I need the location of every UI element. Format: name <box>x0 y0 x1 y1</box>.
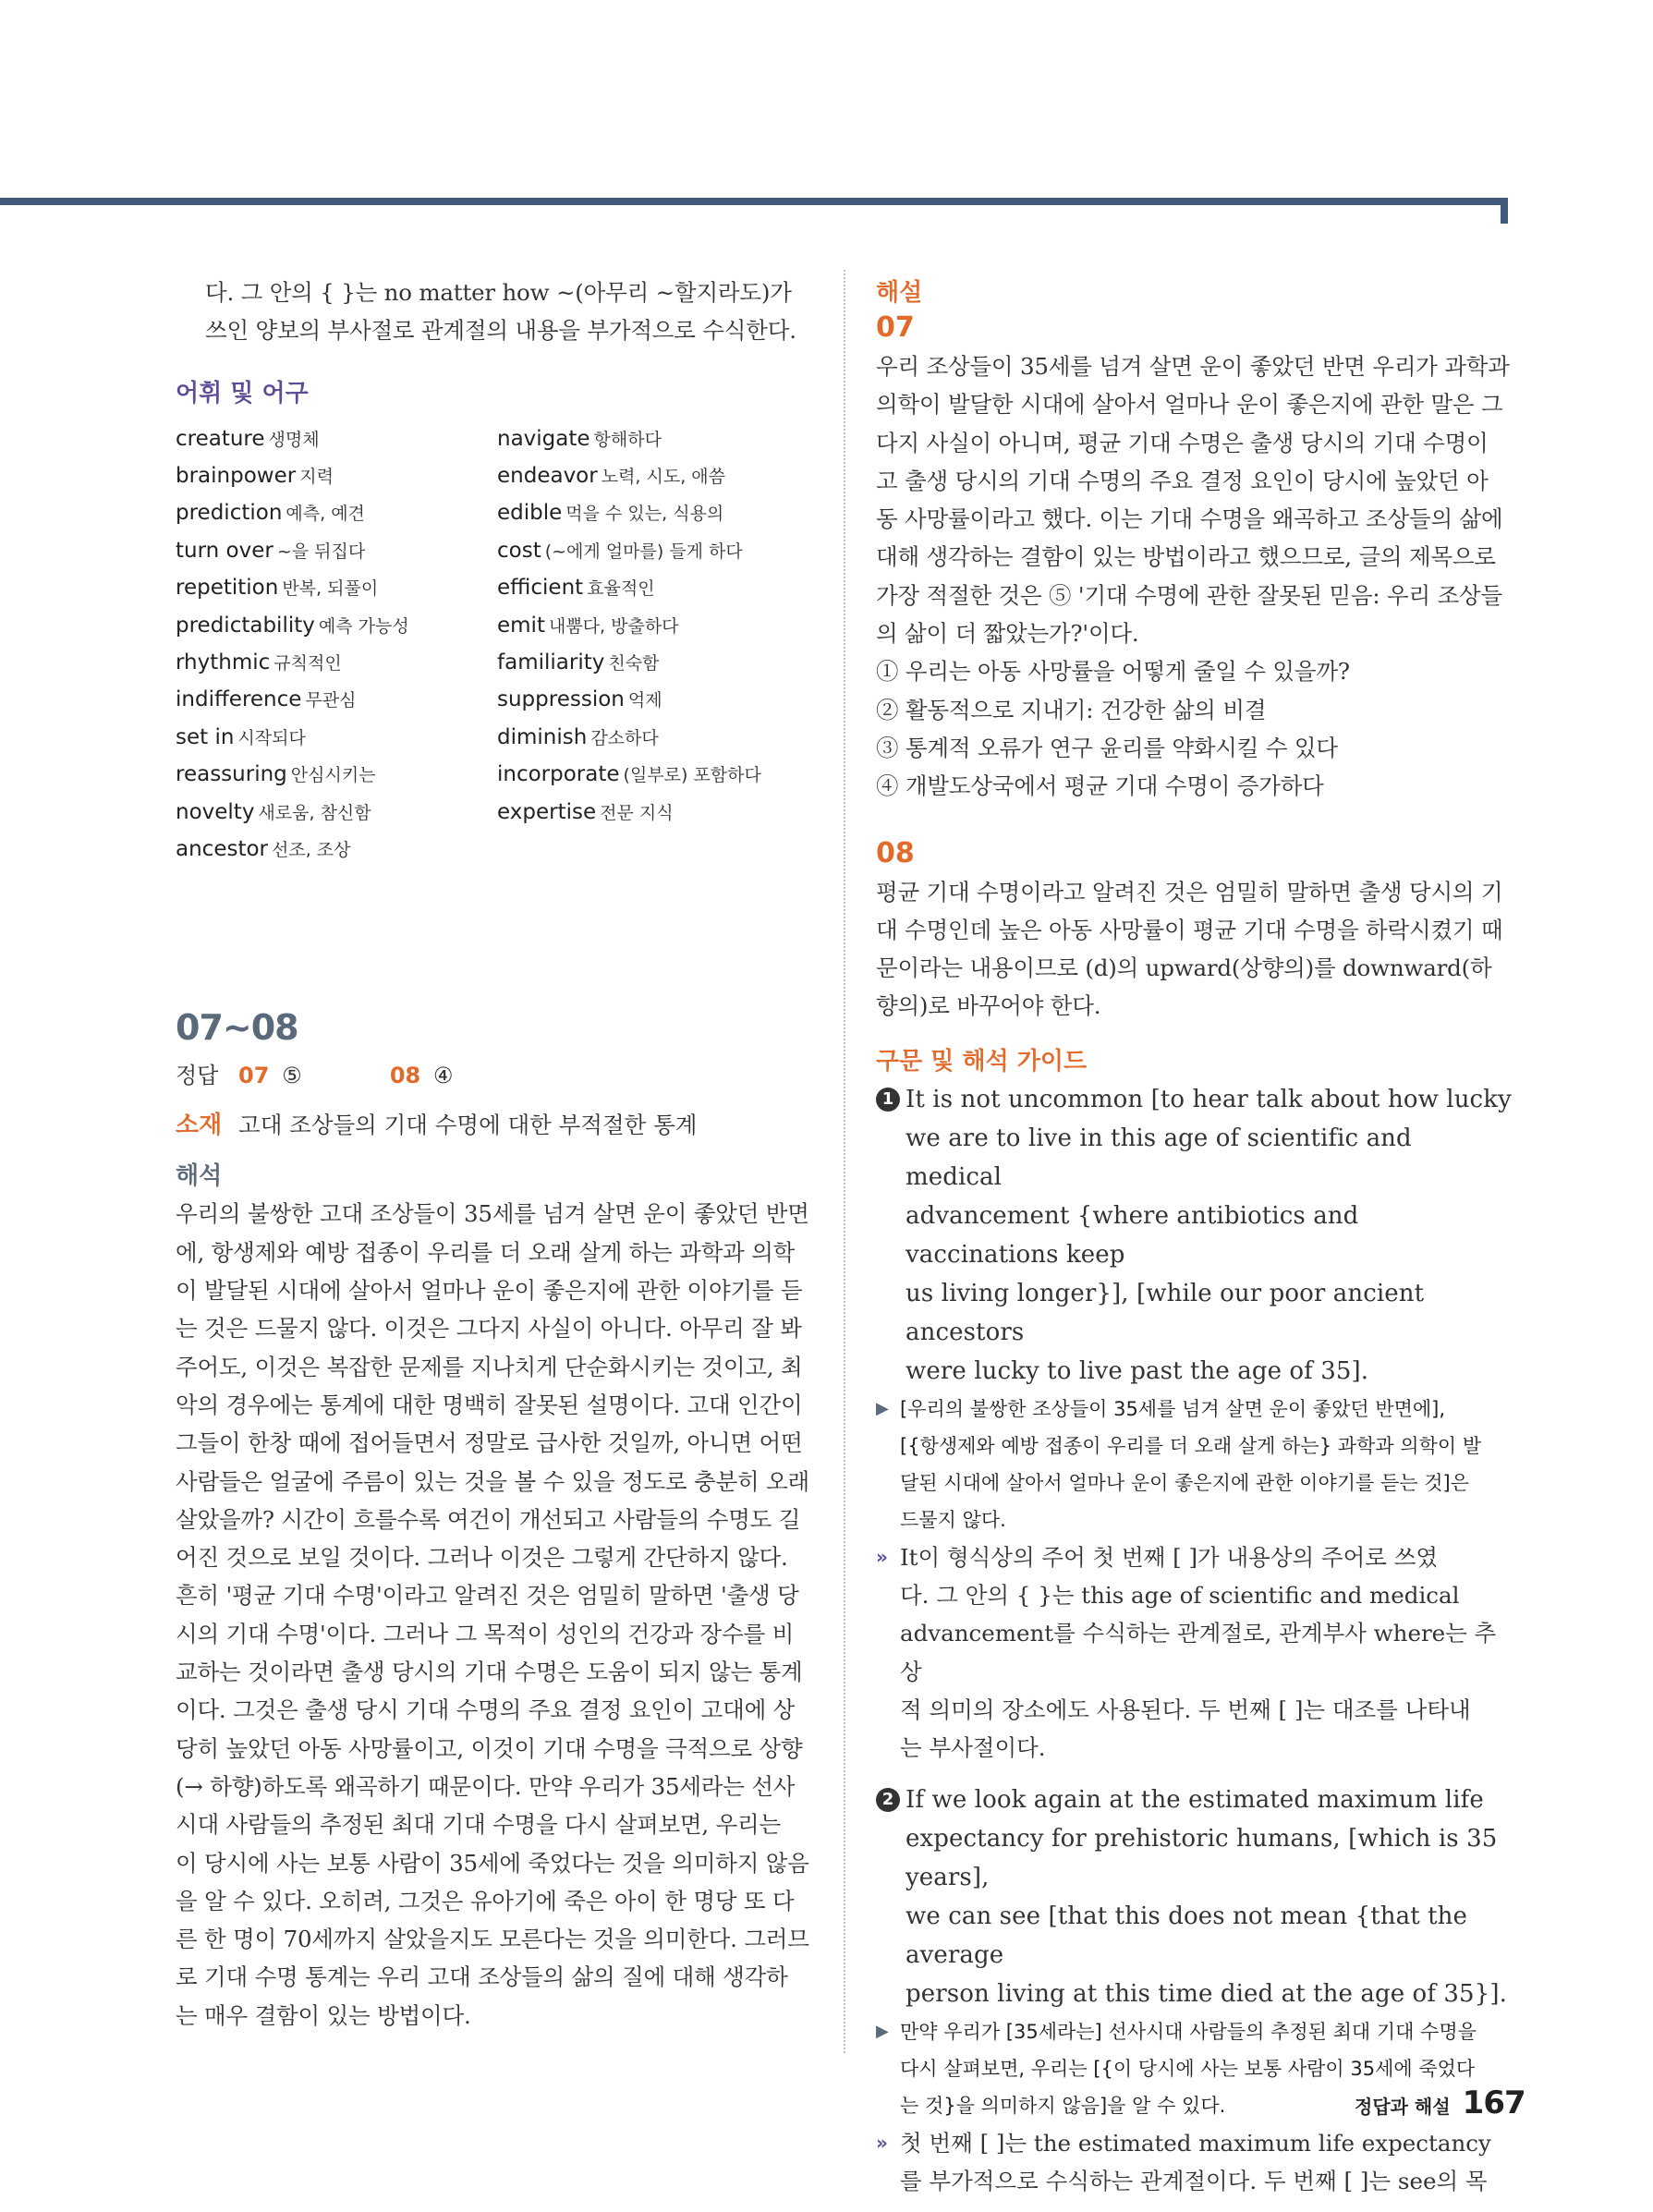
vocab-item <box>497 458 819 495</box>
translation-row <box>876 2013 1513 2050</box>
grammar-note-chevron-icon <box>876 1576 900 1614</box>
english-line: advancement {where antibiotics and vaccinations keep <box>906 1201 1359 1269</box>
vocab-heading: 어휘 및 어구 <box>176 379 309 407</box>
vocab-english: efficient <box>497 576 584 601</box>
translation-line: 는 것은 드물지 않다. 이것은 그다지 사실이 아니다. 아무리 잘 봐 <box>176 1315 802 1343</box>
q08-line: 평균 기대 수명이라고 알려진 것은 엄밀히 말하면 출생 당시의 기 <box>876 878 1503 905</box>
vocab-item <box>497 533 819 570</box>
q07-line: 우리 조상들이 35세를 넘겨 살면 운이 좋았던 반면 우리가 과학과 <box>876 353 1510 380</box>
grammar-note-line: 적 의미의 장소에도 사용된다. 두 번째 [ ]는 대조를 나타내 <box>900 1695 1471 1723</box>
translation-line: 는 매우 결함이 있는 방법이다. <box>176 2001 471 2029</box>
translation-line: 만약 우리가 [35세라는] 선사시대 사람들의 추정된 최대 기대 수명을 <box>900 2020 1477 2043</box>
vocab-english: novelty <box>176 799 255 824</box>
vocab-english: suppression <box>497 687 625 712</box>
english-line: It is not uncommon [to hear talk about how lucky <box>906 1085 1512 1113</box>
q07-line: ④ 개발도상국에서 평균 기대 수명이 증가하다 <box>876 772 1324 800</box>
q07-line: 대해 생각하는 결함이 있는 방법이라고 했으므로, 글의 제목으로 <box>876 543 1496 571</box>
vocab-item <box>176 495 497 532</box>
topic-line <box>176 1106 818 1140</box>
translation-line: 어진 것으로 보일 것이다. 그러나 이것은 그렇게 간단하지 않다. <box>176 1544 788 1572</box>
vocab-english: ancestor <box>176 837 268 862</box>
vocab-english: indifference <box>176 687 302 712</box>
sentence-1-marker: 1 <box>876 1088 900 1112</box>
vocab-item <box>497 608 819 645</box>
vocab-english: turn over <box>176 538 273 563</box>
translation-line: 드물지 않다. <box>900 1508 1006 1531</box>
grammar-note-chevron-icon: » <box>876 1545 888 1568</box>
english-line: us living longer}], [while our poor ancient ancestors <box>906 1279 1425 1346</box>
translation-heading: 해석 <box>176 1162 223 1191</box>
vocab-item <box>176 645 497 682</box>
translation-arrow-icon <box>876 1428 900 1465</box>
header-rule-tick <box>1501 198 1508 224</box>
answer-08-value: ④ <box>432 1063 454 1089</box>
q07-line: ① 우리는 아동 사망률을 어떻게 줄일 수 있을까? <box>876 658 1350 686</box>
vocab-english: expertise <box>497 799 597 824</box>
vocab-english: set in <box>176 724 235 749</box>
vocab-item <box>497 682 819 719</box>
translation-line: 을 알 수 있다. 오히려, 그것은 유아기에 죽은 아이 한 명당 또 다 <box>176 1887 795 1914</box>
grammar-note-row <box>876 1729 1513 1767</box>
vocab-english: emit <box>497 613 545 638</box>
grammar-note-row <box>876 2124 1513 2162</box>
vocab-item <box>497 720 819 757</box>
grammar-note-chevron-icon <box>876 1729 900 1767</box>
grammar-note-chevron-icon: » <box>876 2131 888 2154</box>
vocab-english: familiarity <box>497 650 605 675</box>
vocab-korean: 먹을 수 있는, 식용의 <box>565 504 724 525</box>
vocab-item <box>176 720 497 757</box>
vocab-korean: 예측, 예견 <box>286 504 365 525</box>
vocab-item <box>497 495 819 532</box>
vocab-item <box>497 570 819 607</box>
grammar-note-chevron-icon <box>876 1614 900 1691</box>
vocab-korean: 선조, 조상 <box>272 840 351 861</box>
vocab-item <box>176 458 497 495</box>
grammar-note-row <box>876 1614 1513 1691</box>
vocab-korean: 지력 <box>299 467 334 487</box>
q08-line: 대 수명인데 높은 아동 사망률이 평균 기대 수명을 하락시켰기 때 <box>876 916 1503 943</box>
vocab-english: creature <box>176 426 265 451</box>
vocab-korean: 내뿜다, 방출하다 <box>548 615 679 637</box>
grammar-note-row <box>876 1691 1513 1729</box>
translation-arrow-icon <box>876 2050 900 2087</box>
translation-line: 당히 높았던 아동 사망률이고, 이것이 기대 수명을 극적으로 상향 <box>176 1734 803 1762</box>
topic-label: 소재 <box>176 1112 223 1140</box>
translation-line: 다시 살펴보면, 우리는 [{이 당시에 사는 보통 사람이 35세에 죽었다 <box>900 2057 1476 2080</box>
page-number: 167 <box>1462 2084 1525 2121</box>
vocab-english: brainpower <box>176 464 297 488</box>
grammar-note-line: 다. 그 안의 { }는 this age of scientific and medical <box>900 1582 1460 1610</box>
english-line: were lucky to live past the age of 35]. <box>906 1356 1369 1385</box>
translation-arrow-icon <box>876 1501 900 1538</box>
page-footer <box>1355 2084 1525 2121</box>
right-column <box>876 273 1513 2200</box>
intro-line: 다. 그 안의 { }는 no matter how ~(아무리 ~할지라도)가 <box>205 279 792 306</box>
header-rule <box>0 198 1508 205</box>
q08-explanation <box>876 873 1513 1026</box>
vocab-korean: 반복, 되풀이 <box>282 578 379 600</box>
sentence-2-text <box>906 1781 1513 2013</box>
vocab-item <box>176 757 497 794</box>
vocab-item <box>497 421 819 458</box>
footer-label: 정답과 해설 <box>1355 2096 1451 2118</box>
translation-row <box>876 1465 1513 1501</box>
grammar-note-line: It이 형식상의 주어 첫 번째 [ ]가 내용상의 주어로 쓰였 <box>900 1543 1439 1571</box>
sentence-2 <box>876 1781 1513 2013</box>
english-line: person living at this time died at the age of 35}]. <box>906 1979 1507 2008</box>
vocab-item <box>176 421 497 458</box>
left-column <box>176 273 818 2035</box>
translation-line: 달된 시대에 살아서 얼마나 운이 좋은지에 관한 이야기를 듣는 것]은 <box>900 1471 1469 1494</box>
vocab-english: navigate <box>497 426 590 451</box>
grammar-note-row <box>876 2162 1513 2200</box>
translation-line: 로 기대 수명 통계는 우리 고대 조상들의 삶의 질에 대해 생각하 <box>176 1963 788 1991</box>
vocab-item <box>176 682 497 719</box>
translation-line: 이 발달된 시대에 살아서 얼마나 운이 좋은지에 관한 이야기를 듣 <box>176 1277 803 1305</box>
vocab-korean: ~을 뒤집다 <box>276 541 366 562</box>
answer-line <box>176 1057 818 1089</box>
grammar-note-row <box>876 1576 1513 1614</box>
vocab-korean: 억제 <box>627 690 662 711</box>
explanation-heading: 해설 <box>876 279 923 307</box>
grammar-note-chevron-icon <box>876 1691 900 1729</box>
vocab-korean: 시작되다 <box>237 727 306 748</box>
vocab-item <box>497 645 819 682</box>
guide-heading: 구문 및 해석 가이드 <box>876 1047 1088 1076</box>
vocab-english: reassuring <box>176 762 287 787</box>
q07-explanation <box>876 347 1513 806</box>
translation-line: 살았을까? 시간이 흐를수록 여건이 개선되고 사람들의 수명도 길 <box>176 1505 801 1533</box>
translation-line: 는 것}을 의미하지 않음]을 알 수 있다. <box>900 2094 1226 2117</box>
vocab-korean: 규칙적인 <box>273 653 342 675</box>
vocab-english: cost <box>497 538 541 563</box>
answer-label: 정답 <box>176 1063 219 1089</box>
vocab-korean: 무관심 <box>305 690 357 711</box>
sentence-2-marker: 2 <box>876 1788 900 1812</box>
q08-number: 08 <box>876 836 915 869</box>
vocab-korean: 새로움, 참신함 <box>258 802 371 823</box>
vocab-item <box>176 608 497 645</box>
q07-line: 가장 적절한 것은 ⑤ '기대 수명에 관한 잘못된 믿음: 우리 조상들 <box>876 581 1502 609</box>
translation-line: 흔히 '평균 기대 수명'이라고 알려진 것은 엄밀히 말하면 '출생 당 <box>176 1582 799 1610</box>
vocab-english: endeavor <box>497 464 598 488</box>
translation-arrow-icon: ▶ <box>876 1398 889 1418</box>
answer-08-num: 08 <box>389 1063 421 1089</box>
vocab-item <box>497 795 819 832</box>
grammar-note-line: 는 부사절이다. <box>900 1734 1046 1762</box>
q07-line: 다지 사실이 아니며, 평균 기대 수명은 출생 당시의 기대 수명이 <box>876 429 1489 456</box>
vocab-english: diminish <box>497 724 588 749</box>
vocab-korean: 전문 지식 <box>600 802 674 823</box>
translation-line: 악의 경우에는 통계에 대한 명백히 잘못된 설명이다. 고대 인간이 <box>176 1391 803 1418</box>
q07-line: 동 사망률이라고 했다. 이는 기대 수명을 왜곡하고 조상들의 삶에 <box>876 505 1503 533</box>
vocab-english: prediction <box>176 501 283 526</box>
vocab-korean: (~에게 얼마를) 들게 하다 <box>544 541 743 562</box>
translation-row <box>876 1501 1513 1538</box>
vocab-korean: 감소하다 <box>590 727 659 748</box>
sentence-1-text <box>906 1080 1513 1391</box>
grammar-note-line: 를 부가적으로 수식하는 관계절이다. 두 번째 [ ]는 see의 목 <box>900 2167 1488 2194</box>
translation-line: 시의 기대 수명'이다. 그러나 그 목적이 성인의 건강과 장수를 비 <box>176 1620 795 1647</box>
translation-line: 이다. 그것은 출생 당시 기대 수명의 주요 결정 요인이 고대에 상 <box>176 1696 796 1724</box>
vocab-korean: 노력, 시도, 애씀 <box>601 467 726 487</box>
q07-line: 의 삶이 더 짧았는가?'이다. <box>876 620 1139 648</box>
english-line: we can see [that this does not mean {that the average <box>906 1902 1468 1969</box>
translation-line: [우리의 불쌍한 조상들이 35세를 넘겨 살면 운이 좋았던 반면에], <box>900 1397 1446 1420</box>
english-line: expectancy for prehistoric humans, [which is 35 years], <box>906 1824 1498 1891</box>
q07-line: ③ 통계적 오류가 연구 윤리를 약화시킬 수 있다 <box>876 734 1338 761</box>
vocab-item <box>176 533 497 570</box>
intro-continuation <box>176 273 818 350</box>
vocab-korean: (일부로) 포함하다 <box>623 765 761 786</box>
sentence-1-translation <box>876 1391 1513 1538</box>
translation-line: 시대 사람들의 추정된 최대 기대 수명을 다시 살펴보면, 우리는 <box>176 1811 781 1839</box>
q08-line: 문이라는 내용이므로 (d)의 upward(상향의)를 downward(하 <box>876 954 1492 982</box>
translation-line: 이 당시에 사는 보통 사람이 35세에 죽었다는 것을 의미하지 않음 <box>176 1849 809 1877</box>
vocab-english: rhythmic <box>176 650 271 675</box>
vocab-english: predictability <box>176 613 315 638</box>
vocab-english: incorporate <box>497 762 620 787</box>
vocab-english: repetition <box>176 576 279 601</box>
vocab-english: edible <box>497 501 563 526</box>
answer-07-num: 07 <box>238 1063 270 1089</box>
translation-line: 에, 항생제와 예방 접종이 우리를 더 오래 살게 하는 과학과 의학 <box>176 1238 796 1266</box>
translation-body <box>176 1195 818 2035</box>
translation-arrow-icon <box>876 1465 900 1501</box>
q07-line: 의학이 발달한 시대에 살아서 얼마나 운이 좋은지에 관한 말은 그 <box>876 391 1503 419</box>
vocab-item <box>176 795 497 832</box>
q08-line: 향의)로 바꾸어야 한다. <box>876 992 1101 1020</box>
translation-line: 른 한 명이 70세까지 살았을지도 모른다는 것을 의미한다. 그러므 <box>176 1926 809 1953</box>
vocab-korean: 생명체 <box>268 429 320 450</box>
translation-line: 우리의 불쌍한 고대 조상들이 35세를 넘겨 살면 운이 좋았던 반면 <box>176 1200 809 1228</box>
translation-line: 그들이 한창 때에 접어들면서 정말로 급사한 것일까, 아니면 어떤 <box>176 1429 803 1457</box>
translation-line: 교하는 것이라면 출생 당시의 기대 수명은 도움이 되지 않는 통계 <box>176 1659 803 1686</box>
vocab-korean: 친숙함 <box>608 653 660 675</box>
translation-line: [{항생제와 예방 접종이 우리를 더 오래 살게 하는} 과학과 의학이 발 <box>900 1434 1482 1457</box>
answer-07-value: ⑤ <box>282 1063 302 1089</box>
translation-arrow-icon: ▶ <box>876 2021 889 2041</box>
grammar-note-line: advancement를 수식하는 관계절로, 관계부사 where는 추상 <box>900 1620 1497 1685</box>
english-line: If we look again at the estimated maximum life <box>906 1785 1484 1814</box>
column-divider <box>844 270 845 2053</box>
q07-number: 07 <box>876 311 915 344</box>
vocab-item <box>497 757 819 794</box>
translation-line: (→ 하향)하도록 왜곡하기 때문이다. 만약 우리가 35세라는 선사 <box>176 1772 796 1800</box>
section-number: 07~08 <box>176 1007 298 1049</box>
translation-line: 주어도, 이것은 복잡한 문제를 지나치게 단순화시키는 것이고, 최 <box>176 1353 803 1380</box>
grammar-note-chevron-icon <box>876 2162 900 2200</box>
vocab-item <box>176 832 497 869</box>
translation-row <box>876 1428 1513 1465</box>
sentence-1 <box>876 1080 1513 1391</box>
q07-line: 고 출생 당시의 기대 수명의 주요 결정 요인이 당시에 높았던 아 <box>876 467 1489 494</box>
sentence-1-explanation <box>876 1538 1513 1768</box>
translation-arrow-icon <box>876 2087 900 2124</box>
vocab-item <box>497 832 819 869</box>
vocab-korean: 효율적인 <box>587 578 655 600</box>
translation-line: 사람들은 얼굴에 주름이 있는 것을 볼 수 있을 정도로 충분히 오래 <box>176 1467 810 1495</box>
vocab-item <box>176 570 497 607</box>
vocab-korean: 안심시키는 <box>290 765 376 786</box>
topic-text: 고대 조상들의 기대 수명에 대한 부적절한 통계 <box>238 1112 698 1139</box>
translation-row <box>876 2050 1513 2087</box>
grammar-note-line: 첫 번째 [ ]는 the estimated maximum life expectancy <box>900 2129 1491 2157</box>
vocab-list <box>176 421 818 869</box>
vocab-korean: 항해하다 <box>593 429 662 450</box>
english-line: we are to live in this age of scientific and medical <box>906 1124 1412 1191</box>
vocab-korean: 예측 가능성 <box>318 615 409 637</box>
grammar-note-row <box>876 1538 1513 1576</box>
q07-line: ② 활동적으로 지내기: 건강한 삶의 비결 <box>876 696 1267 723</box>
sentence-2-explanation <box>876 2124 1513 2201</box>
intro-line: 쓰인 양보의 부사절로 관계절의 내용을 부가적으로 수식한다. <box>205 317 796 345</box>
translation-row <box>876 1391 1513 1428</box>
